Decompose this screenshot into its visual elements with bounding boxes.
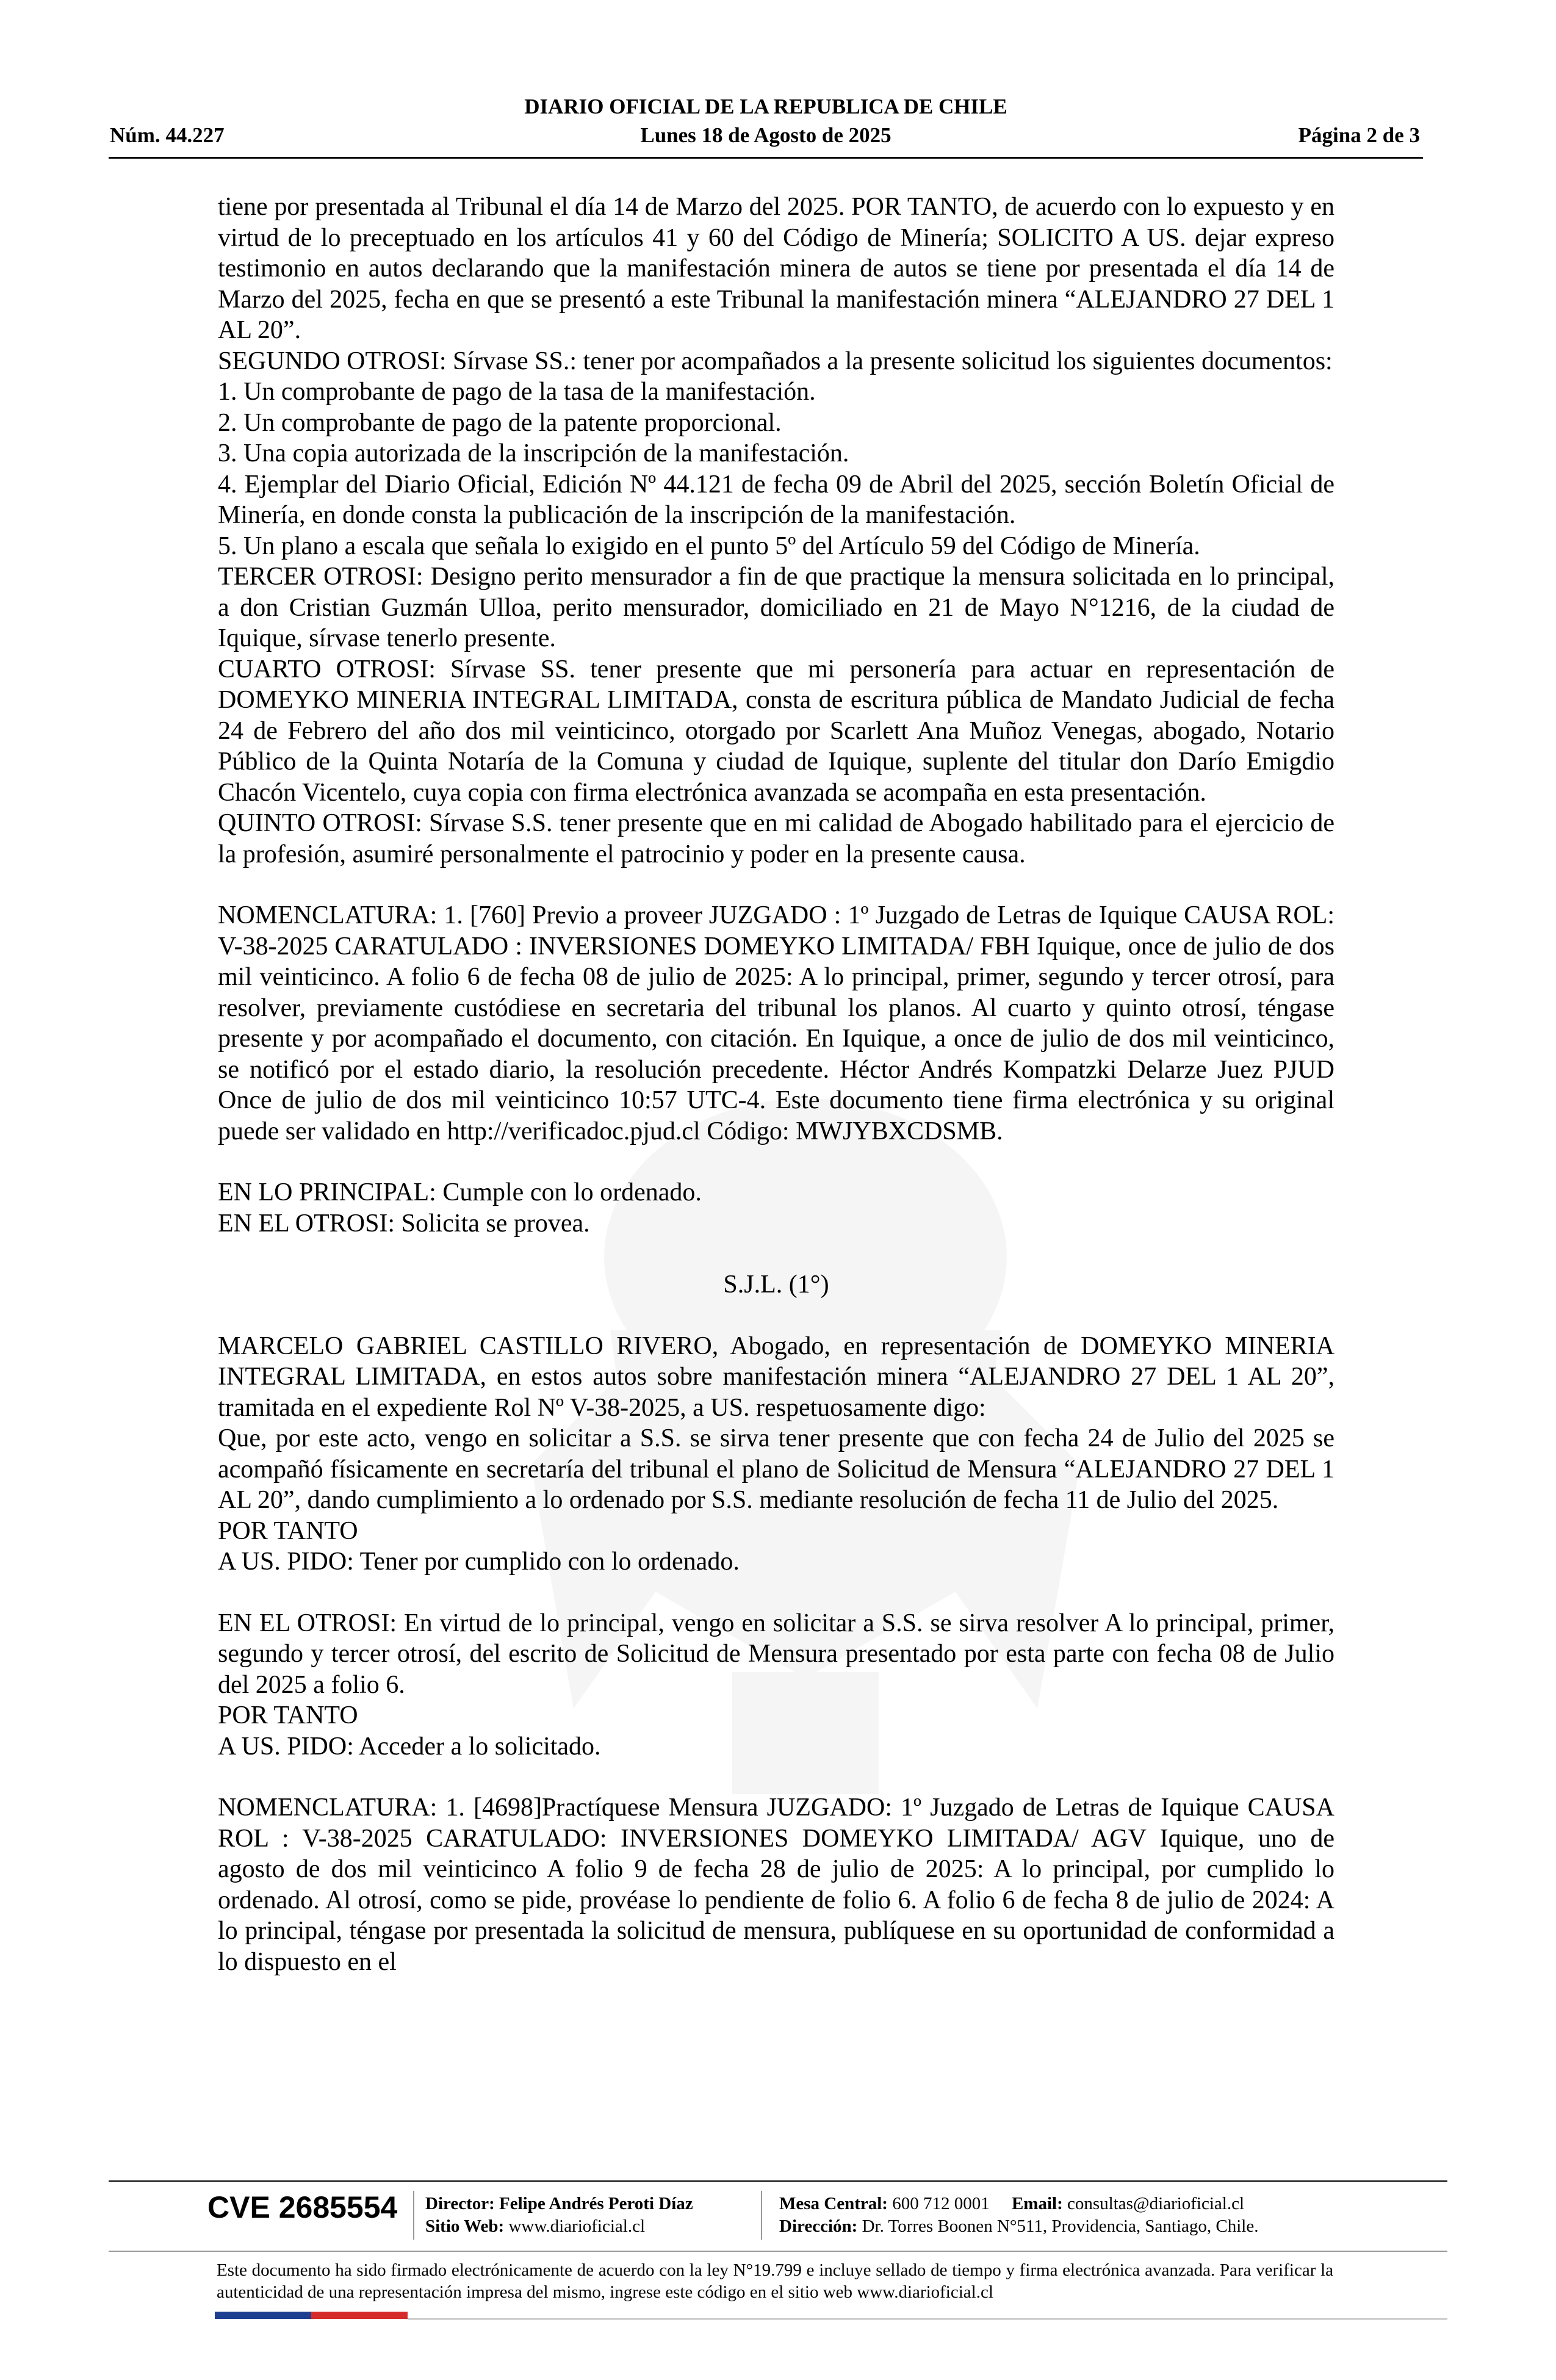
- spacer: [218, 1578, 1334, 1608]
- spacer: [218, 1147, 1334, 1177]
- paragraph: A US. PIDO: Tener por cumplido con lo ordenado.: [218, 1548, 740, 1576]
- paragraph: NOMENCLATURA: 1. [4698]Practíquese Mensura JUZGADO: 1º Juzgado de Letras de Iquique CAUSA ROL : V-38-2025 CARATULADO: INVERSIONES DOMEYKO LIMITADA/ AGV Iquique, uno de agosto de dos mil veinticinco A folio 9 de fecha 28 de julio de 2025: A lo principal, por cumplido lo ordenado. Al otrosí, como se pide, provéase lo pendiente de folio 6. A folio 6 de fecha 8 de julio de 2024: A lo principal, téngase por presentada la solicitud de mensura, publíquese en su oportunidad de conformidad a lo dispuesto en el: [218, 1794, 1334, 1976]
- flag-stripe: [215, 2312, 408, 2319]
- list-item: 3. Una copia autorizada de la inscripción de la manifestación.: [218, 439, 849, 467]
- phone-label: Mesa Central:: [779, 2194, 888, 2213]
- paragraph: MARCELO GABRIEL CASTILLO RIVERO, Abogado, en representación de DOMEYKO MINERIA INTEGRAL LIMITADA, en estos autos sobre manifestación minera “ALEJANDRO 27 DEL 1 AL 20”, tramitada en el expediente Rol Nº V-38-2025, a US. respetuosamente digo:: [218, 1332, 1334, 1422]
- issue-date: Lunes 18 de Agosto de 2025: [640, 123, 891, 147]
- email-label: Email:: [1011, 2194, 1063, 2213]
- paragraph: Que, por este acto, vengo en solicitar a S.S. se sirva tener presente que con fecha 24 de Julio del 2025 se acompañó físicamente en secretaría del tribunal el plano de Solicitud de Mensura “ALEJANDRO 27 DEL 1 AL 20”, dando cumplimiento a lo ordenado por S.S. mediante resolución de fecha 11 de Julio del 2025.: [218, 1424, 1334, 1514]
- footer-bottom-rule: [408, 2318, 1447, 2320]
- list-item: 4. Ejemplar del Diario Oficial, Edición Nº 44.121 de fecha 09 de Abril del 2025, sección Boletín Oficial de Minería, en donde consta la publicación de la inscripción de la manifestación.: [218, 470, 1334, 529]
- director-label: Director:: [425, 2194, 495, 2213]
- list-item: 1. Un comprobante de pago de la tasa de la manifestación.: [218, 378, 816, 406]
- paragraph: A US. PIDO: Acceder a lo solicitado.: [218, 1732, 601, 1761]
- paragraph: tiene por presentada al Tribunal el día 14 de Marzo del 2025. POR TANTO, de acuerdo con lo expuesto y en virtud de lo preceptuado en los artículos 41 y 60 del Código de Minería; SOLICITO A US. dejar expreso testimonio en autos declarando que la manifestación minera de autos se tiene por presentada el día 14 de Marzo del 2025, fecha en que se presentó a este Tribunal la manifestación minera “ALEJANDRO 27 DEL 1 AL 20”.: [218, 193, 1334, 344]
- document-body: [218, 192, 1334, 1977]
- paragraph: POR TANTO: [218, 1701, 358, 1729]
- paragraph: SEGUNDO OTROSI: Sírvase SS.: tener por acompañados a la presente solicitud los siguientes documentos:: [218, 347, 1333, 375]
- director-block: [425, 2193, 693, 2238]
- contact-block: [779, 2193, 1258, 2238]
- header-divider: [109, 157, 1423, 159]
- email-link[interactable]: consultas@diarioficial.cl: [1067, 2194, 1245, 2213]
- phone-number: 600 712 0001: [892, 2194, 990, 2213]
- flag-red-segment: [311, 2312, 408, 2319]
- paragraph: TERCER OTROSI: Designo perito mensurador a fin de que practique la mensura solicitada en lo principal, a don Cristian Guzmán Ulloa, perito mensurador, domiciliado en 21 de Mayo N°1216, de la ciudad de Iquique, sírvase tenerlo presente.: [218, 563, 1334, 652]
- cve-code: CVE 2685554: [207, 2190, 398, 2224]
- footer-divider: [109, 2251, 1447, 2252]
- paragraph: NOMENCLATURA: 1. [760] Previo a proveer JUZGADO : 1º Juzgado de Letras de Iquique CAUSA ROL: V-38-2025 CARATULADO : INVERSIONES DOMEYKO LIMITADA/ FBH Iquique, once de julio de dos mil veinticinco. A folio 6 de fecha 08 de julio de 2025: A lo principal, primer, segundo y tercer otrosí, para resolver, previamente custódiese en secretaria del tribunal los planos. Al cuarto y quinto otrosí, téngase presente y por acompañado el documento, con citación. En Iquique, a once de julio de dos mil veinticinco, se notificó por el estado diario, la resolución precedente. Héctor Andrés Kompatzki Delarze Juez PJUD Once de julio de dos mil veinticinco 10:57 UTC-4. Este documento tiene firma electrónica y su original puede ser validado en http://verificadoc.pjud.cl Código: MWJYBXCDSMB.: [218, 901, 1334, 1145]
- salutation: S.J.L. (1°): [723, 1271, 829, 1299]
- paragraph: EN LO PRINCIPAL: Cumple con lo ordenado.: [218, 1178, 702, 1206]
- spacer: [218, 870, 1334, 900]
- website-link[interactable]: www.diarioficial.cl: [508, 2216, 646, 2236]
- spacer: [218, 1762, 1334, 1792]
- footer-separator: [761, 2191, 762, 2240]
- signature-note: Este documento ha sido firmado electrónicamente de acuerdo con la ley N°19.799 e incluye sellado de tiempo y firma electrónica avanzada. Para verificar la autenticidad de una representación impresa del mismo, ingrese este código en el sitio web www.diarioficial.cl: [217, 2260, 1333, 2302]
- list-item: 5. Un plano a escala que señala lo exigido en el punto 5º del Artículo 59 del Código de Minería.: [218, 532, 1200, 560]
- flag-blue-segment: [215, 2312, 311, 2319]
- paragraph: QUINTO OTROSI: Sírvase S.S. tener presente que en mi calidad de Abogado habilitado para el ejercicio de la profesión, asumiré personalmente el patrocinio y poder en la presente causa.: [218, 809, 1334, 868]
- spacer: [218, 1300, 1334, 1331]
- director-name: Felipe Andrés Peroti Díaz: [499, 2194, 693, 2213]
- list-item: 2. Un comprobante de pago de la patente proporcional.: [218, 408, 782, 437]
- spacer: [218, 1239, 1334, 1269]
- website-label: Sitio Web:: [425, 2216, 505, 2236]
- footer-divider: [109, 2180, 1447, 2182]
- footer-separator: [413, 2191, 414, 2240]
- paragraph: EN EL OTROSI: En virtud de lo principal, vengo en solicitar a S.S. se sirva resolver A lo principal, primer, segundo y tercer otrosí, del escrito de Solicitud de Mensura presentado por esta parte con fecha 08 de Julio del 2025 a folio 6.: [218, 1609, 1334, 1699]
- paragraph: EN EL OTROSI: Solicita se provea.: [218, 1209, 590, 1238]
- address-label: Dirección:: [779, 2216, 858, 2236]
- page-indicator: Página 2 de 3: [1298, 123, 1420, 147]
- issue-number: Núm. 44.227: [110, 123, 225, 147]
- newspaper-title: DIARIO OFICIAL DE LA REPUBLICA DE CHILE: [524, 95, 1007, 118]
- paragraph: CUARTO OTROSI: Sírvase SS. tener presente que mi personería para actuar en representación de DOMEYKO MINERIA INTEGRAL LIMITADA, consta de escritura pública de Mandato Judicial de fecha 24 de Febrero del año dos mil veinticinco, otorgado por Scarlett Ana Muñoz Venegas, abogado, Notario Público de la Quinta Notaría de la Comuna y ciudad de Iquique, suplente del titular don Darío Emigdio Chacón Vicentelo, cuya copia con firma electrónica avanzada se acompaña en esta presentación.: [218, 655, 1334, 807]
- address: Dr. Torres Boonen N°511, Providencia, Santiago, Chile.: [862, 2216, 1259, 2236]
- paragraph: POR TANTO: [218, 1516, 358, 1545]
